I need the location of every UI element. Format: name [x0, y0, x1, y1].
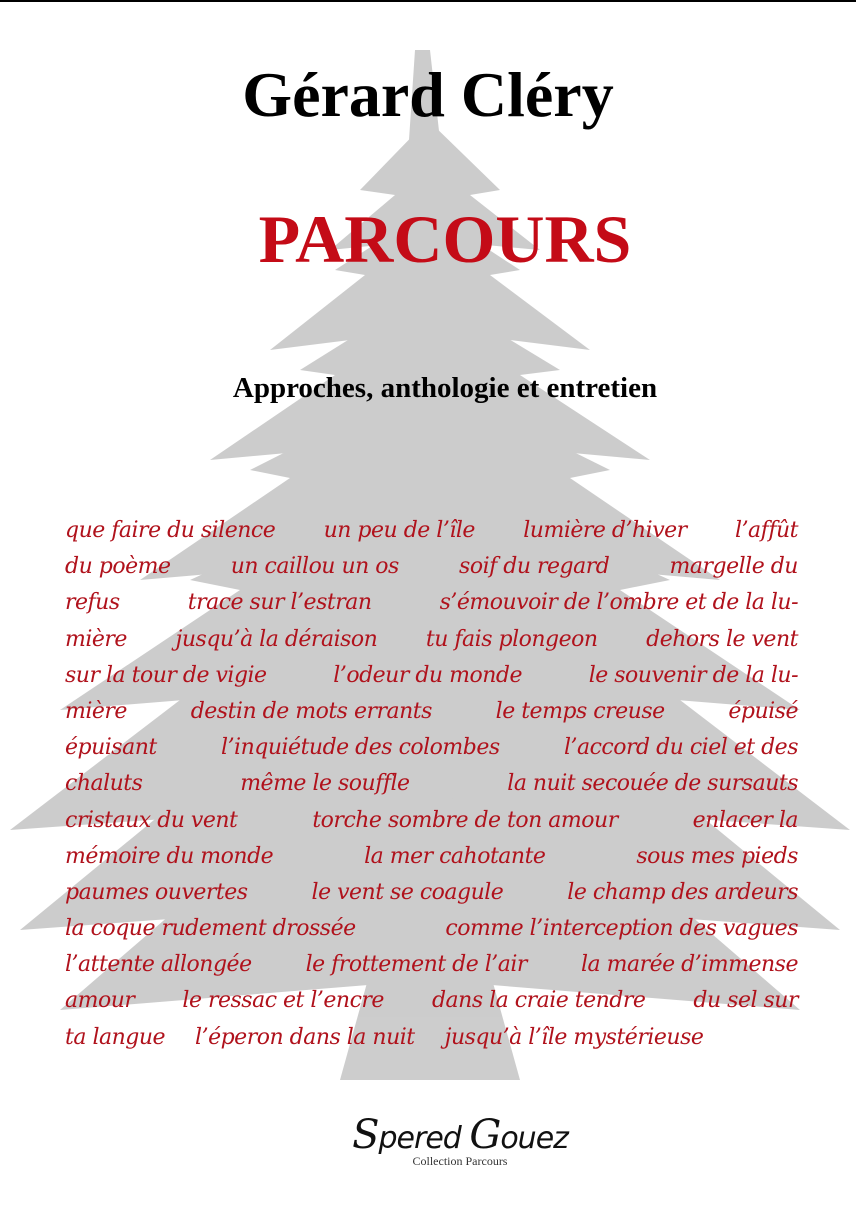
phrase: la coque rudement drossée — [65, 916, 356, 942]
phrase: trace sur l’estran — [187, 590, 372, 616]
phrase: un caillou un os — [230, 554, 399, 580]
phrase: l’éperon dans la nuit — [195, 1024, 415, 1050]
phrase: enlacer la — [692, 807, 798, 833]
phrase: paumes ouvertes — [65, 879, 248, 905]
phrase: mière — [65, 626, 127, 652]
phrase: que faire du silence — [65, 518, 276, 543]
phrase: chaluts — [65, 771, 143, 797]
phrase: soif du regard — [459, 554, 610, 580]
phrase: le champ des ardeurs — [567, 879, 798, 905]
phrase: jusqu’à l’île mystérieuse — [444, 1024, 704, 1050]
poem-line — [65, 513, 798, 549]
phrase: lumière d’hiver — [523, 518, 687, 543]
poem-line — [65, 875, 798, 911]
book-subtitle: Approches, anthologie et entretien — [232, 372, 658, 404]
poem-line — [65, 803, 798, 839]
poem-line — [65, 730, 798, 766]
poem-line — [65, 622, 798, 658]
phrase: du sel sur — [693, 988, 798, 1014]
phrase: le souvenir de la lu- — [588, 662, 798, 688]
phrase: même le souffle — [240, 771, 410, 797]
phrase: l’affût — [735, 518, 798, 543]
phrase: l’attente allongée — [65, 952, 252, 978]
phrase: tu fais plongeon — [425, 626, 598, 652]
poem-line — [65, 658, 798, 694]
phrase: sur la tour de vigie — [65, 662, 267, 688]
poem-line — [65, 983, 798, 1019]
poem-line — [65, 694, 798, 730]
phrase: mémoire du monde — [65, 843, 274, 869]
phrase: destin de mots errants — [190, 698, 432, 724]
phrase: l’odeur du monde — [333, 662, 522, 688]
phrase: mière — [65, 698, 127, 724]
phrase: l’accord du ciel et des — [563, 735, 798, 761]
phrase: un peu de l’île — [323, 518, 475, 543]
poem-line — [65, 839, 798, 875]
phrase: refus — [65, 590, 120, 616]
author-name: Gérard Cléry — [242, 59, 614, 130]
phrase: la mer cahotante — [364, 843, 546, 869]
publisher-name — [340, 1112, 580, 1158]
phrase: le frottement de l’air — [305, 952, 527, 978]
collection-name: Collection Parcours — [412, 1154, 508, 1168]
phrase: la nuit secouée de sursauts — [507, 771, 798, 797]
poem-line — [65, 549, 798, 585]
poem-excerpt-block — [65, 513, 798, 1056]
poem-line — [65, 1020, 798, 1056]
phrase: torche sombre de ton amour — [312, 807, 618, 833]
publisher-logo — [340, 1112, 580, 1182]
poem-line — [65, 585, 798, 621]
book-title: PARCOURS — [258, 201, 632, 277]
phrase: le temps creuse — [495, 698, 665, 724]
phrase: dans la craie tendre — [431, 988, 646, 1014]
phrase: comme l’interception des vagues — [445, 916, 798, 942]
phrase: le vent se coagule — [311, 879, 504, 905]
phrase: ta langue — [65, 1024, 166, 1050]
phrase: sous mes pieds — [636, 843, 798, 869]
phrase: margelle du — [669, 554, 798, 580]
phrase: la marée d’immense — [580, 952, 798, 978]
phrase: épuisé — [728, 698, 798, 724]
phrase: le ressac et l’encre — [182, 988, 384, 1014]
phrase: du poème — [65, 554, 171, 580]
phrase: épuisant — [65, 735, 157, 761]
logo-word: pered — [378, 1121, 461, 1156]
logo-letter: S — [352, 1112, 379, 1158]
phrase: l’inquiétude des colombes — [221, 735, 500, 761]
poem-line — [65, 766, 798, 802]
logo-word: ouez — [500, 1121, 568, 1156]
poem-line — [65, 911, 798, 947]
phrase: jusqu’à la déraison — [175, 626, 378, 652]
phrase: s’émouvoir de l’ombre et de la lu- — [439, 590, 798, 616]
poem-line — [65, 947, 798, 983]
phrase: amour — [65, 988, 135, 1014]
phrase: dehors le vent — [646, 626, 798, 652]
logo-letter: G — [469, 1112, 501, 1158]
phrase: cristaux du vent — [65, 807, 238, 833]
